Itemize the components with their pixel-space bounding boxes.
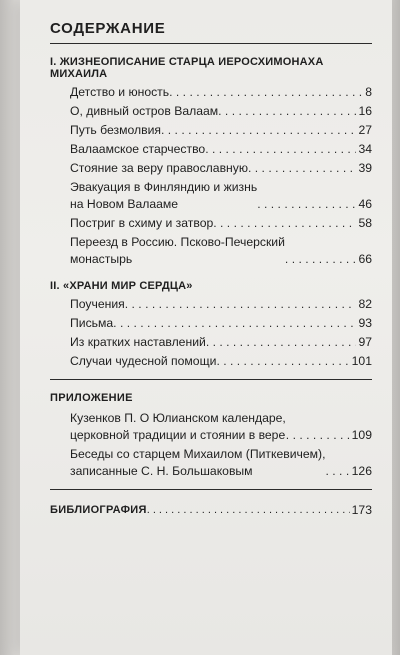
entry-page: 97 <box>358 335 372 349</box>
section-divider <box>50 489 372 490</box>
toc-entry <box>70 334 372 351</box>
toc-entry <box>70 353 372 370</box>
entry-page: 66 <box>358 252 372 266</box>
toc-entry <box>70 103 372 120</box>
dot-leader <box>248 160 356 177</box>
toc-entry <box>70 446 372 480</box>
entry-title: Путь безмолвия <box>70 123 161 137</box>
part-1-heading: I. ЖИЗНЕОПИСАНИЕ СТАРЦА ИЕРОСХИМОНАХА МИХАИЛА <box>50 56 324 80</box>
entry-page: 93 <box>358 316 372 330</box>
entry-title: Стояние за веру православную <box>70 161 249 175</box>
toc-entry <box>70 179 372 213</box>
entry-title: Из кратких наставлений <box>70 335 206 349</box>
dot-leader <box>286 427 350 444</box>
dot-leader <box>285 251 357 268</box>
entry-title: Поучения <box>70 297 125 311</box>
table-of-contents <box>50 20 372 518</box>
entry-page: 126 <box>351 464 372 478</box>
entry-page: 34 <box>358 142 372 156</box>
dot-leader <box>326 463 350 480</box>
bibliography-label: БИБЛИОГРАФИЯ <box>50 504 147 516</box>
dot-leader <box>161 122 356 139</box>
dot-leader <box>218 103 356 120</box>
entry-page: 101 <box>351 354 372 368</box>
toc-entry <box>70 122 372 139</box>
entry-title: Детство и юность <box>70 85 170 99</box>
section-divider <box>50 379 372 380</box>
toc-entry <box>70 315 372 332</box>
dot-leader <box>125 296 357 313</box>
entry-title: Беседы со старцем Михаилом (Питкевичем), записанные С. Н. Большаковым <box>70 447 326 478</box>
dot-leader <box>216 353 349 370</box>
dot-leader <box>213 215 356 232</box>
toc-entry <box>70 234 372 268</box>
entry-title: Письма <box>70 316 114 330</box>
entry-title: Переезд в Россию. Псково-Печерский монастырь <box>70 235 285 266</box>
dot-leader <box>147 502 350 518</box>
entry-title: Случаи чудесной помощи <box>70 354 217 368</box>
entry-title: Кузенков П. О Юлианском календаре, церковной традиции и стоянии в вере <box>70 411 286 442</box>
dot-leader <box>257 196 356 213</box>
dot-leader <box>205 141 356 158</box>
entry-page: 39 <box>358 161 372 175</box>
entry-page: 16 <box>358 104 372 118</box>
toc-title: СОДЕРЖАНИЕ <box>50 20 372 44</box>
dot-leader <box>113 315 356 332</box>
toc-entry <box>70 141 372 158</box>
book-page <box>20 0 392 655</box>
entry-page: 8 <box>365 85 372 99</box>
entry-page: 27 <box>358 123 372 137</box>
entry-title: Постриг в схиму и затвор <box>70 216 214 230</box>
entry-title: Валаамское старчество <box>70 142 206 156</box>
toc-entry <box>70 215 372 232</box>
entry-title: Эвакуация в Финляндию и жизнь на Новом Валааме <box>70 180 258 211</box>
toc-entry <box>70 296 372 313</box>
dot-leader <box>169 84 363 101</box>
entry-title: О, дивный остров Валаам <box>70 104 219 118</box>
entry-page: 109 <box>351 428 372 442</box>
dot-leader <box>206 334 357 351</box>
entry-page: 46 <box>358 197 372 211</box>
toc-entry <box>70 410 372 444</box>
bibliography-entry <box>50 502 372 518</box>
toc-entry <box>70 84 372 101</box>
bibliography-page: 173 <box>351 503 372 517</box>
appendix-heading: ПРИЛОЖЕНИЕ <box>50 392 133 404</box>
entry-page: 58 <box>358 216 372 230</box>
part-2-heading: II. «ХРАНИ МИР СЕРДЦА» <box>50 280 193 292</box>
toc-entry <box>70 160 372 177</box>
entry-page: 82 <box>358 297 372 311</box>
